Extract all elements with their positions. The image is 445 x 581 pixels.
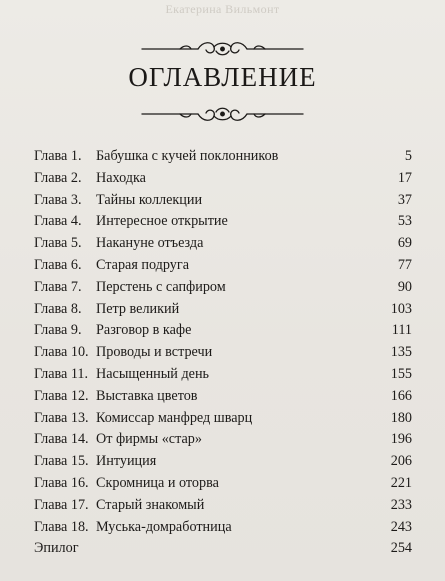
chapter-title: От фирмы «стар» bbox=[96, 431, 202, 448]
page-number: 206 bbox=[390, 453, 412, 470]
toc-entry bbox=[34, 408, 412, 430]
page-number: 17 bbox=[397, 169, 412, 186]
chapter-title: Бабушка с кучей поклонников bbox=[96, 148, 279, 164]
chapter-title: Старый знакомый bbox=[96, 496, 205, 513]
chapter-title: Насыщенный день bbox=[96, 365, 210, 382]
chapter-number: Глава 10. bbox=[34, 344, 89, 361]
toc-entry bbox=[34, 473, 412, 495]
toc-entry bbox=[34, 190, 412, 212]
chapter-title: Выставка цветов bbox=[96, 387, 198, 404]
toc-entry bbox=[34, 386, 412, 408]
toc-entry bbox=[34, 451, 412, 473]
toc-entry bbox=[34, 255, 412, 277]
chapter-number: Глава 3. bbox=[34, 191, 82, 208]
chapter-title: Перстень с сапфиром bbox=[96, 278, 226, 295]
chapter-number: Глава 8. bbox=[34, 300, 82, 317]
chapter-number: Глава 16. bbox=[34, 474, 89, 491]
chapter-title: Скромница и оторва bbox=[96, 474, 219, 491]
toc-entry bbox=[34, 342, 412, 364]
page-number: 155 bbox=[390, 365, 412, 382]
chapter-title: Проводы и встречи bbox=[96, 344, 213, 361]
toc-entry bbox=[34, 168, 412, 190]
page-number: 103 bbox=[390, 300, 412, 317]
chapter-title: Интересное открытие bbox=[96, 213, 228, 230]
page-number: 69 bbox=[397, 235, 412, 252]
toc-entry bbox=[34, 146, 412, 168]
chapter-number: Глава 2. bbox=[34, 169, 82, 186]
toc-entry bbox=[34, 233, 412, 255]
chapter-number: Глава 15. bbox=[34, 453, 89, 470]
toc-entry bbox=[34, 517, 412, 539]
page-number: 243 bbox=[390, 518, 412, 535]
toc-entry bbox=[34, 299, 412, 321]
toc-entry bbox=[34, 277, 412, 299]
chapter-number: Глава 12. bbox=[34, 387, 89, 404]
chapter-title: Интуиция bbox=[96, 453, 157, 470]
toc-entry bbox=[34, 495, 412, 517]
chapter-number: Глава 6. bbox=[34, 256, 82, 273]
page-number: 196 bbox=[390, 431, 412, 448]
toc-entry bbox=[34, 320, 412, 342]
running-head: Екатерина Вильмонт bbox=[165, 2, 280, 16]
chapter-title: Старая подруга bbox=[96, 256, 190, 273]
table-of-contents bbox=[34, 146, 412, 560]
chapter-title: Муська-домработница bbox=[96, 518, 232, 535]
chapter-title: Накануне отъезда bbox=[96, 235, 204, 252]
page-number: 77 bbox=[397, 256, 412, 273]
chapter-number: Глава 1. bbox=[34, 148, 82, 164]
page-number: 166 bbox=[390, 387, 412, 404]
chapter-title: Находка bbox=[96, 169, 146, 186]
ornament-bottom bbox=[140, 103, 305, 125]
toc-entry bbox=[34, 429, 412, 451]
page-number: 90 bbox=[397, 278, 412, 295]
toc-entry bbox=[34, 211, 412, 233]
page-number: 254 bbox=[390, 540, 412, 557]
chapter-title: Тайны коллекции bbox=[96, 191, 203, 208]
chapter-number: Глава 17. bbox=[34, 496, 89, 513]
ornament-top bbox=[140, 38, 305, 60]
chapter-title: Разговор в кафе bbox=[96, 322, 192, 339]
page-number: 233 bbox=[390, 496, 412, 513]
page-number: 37 bbox=[397, 191, 412, 208]
chapter-number: Глава 11. bbox=[34, 365, 89, 382]
chapter-number: Глава 5. bbox=[34, 235, 82, 252]
chapter-number: Глава 4. bbox=[34, 213, 82, 230]
chapter-number: Глава 18. bbox=[34, 518, 89, 535]
epilogue-label: Эпилог bbox=[34, 540, 79, 557]
chapter-number: Глава 14. bbox=[34, 431, 89, 448]
chapter-number: Глава 9. bbox=[34, 322, 82, 339]
page-number: 135 bbox=[390, 344, 412, 361]
chapter-number: Глава 13. bbox=[34, 409, 89, 426]
page-number: 221 bbox=[390, 474, 412, 491]
chapter-title: Комиссар манфред шварц bbox=[96, 409, 253, 426]
page-number: 5 bbox=[404, 148, 412, 164]
page-title: ОГЛАВЛЕНИЕ bbox=[128, 62, 317, 92]
page-number: 53 bbox=[397, 213, 412, 230]
toc-entry bbox=[34, 364, 412, 386]
toc-entry-epilogue bbox=[34, 538, 412, 560]
page-number: 111 bbox=[391, 322, 412, 339]
chapter-number: Глава 7. bbox=[34, 278, 82, 295]
chapter-title: Петр великий bbox=[96, 300, 180, 317]
page-number: 180 bbox=[390, 409, 412, 426]
